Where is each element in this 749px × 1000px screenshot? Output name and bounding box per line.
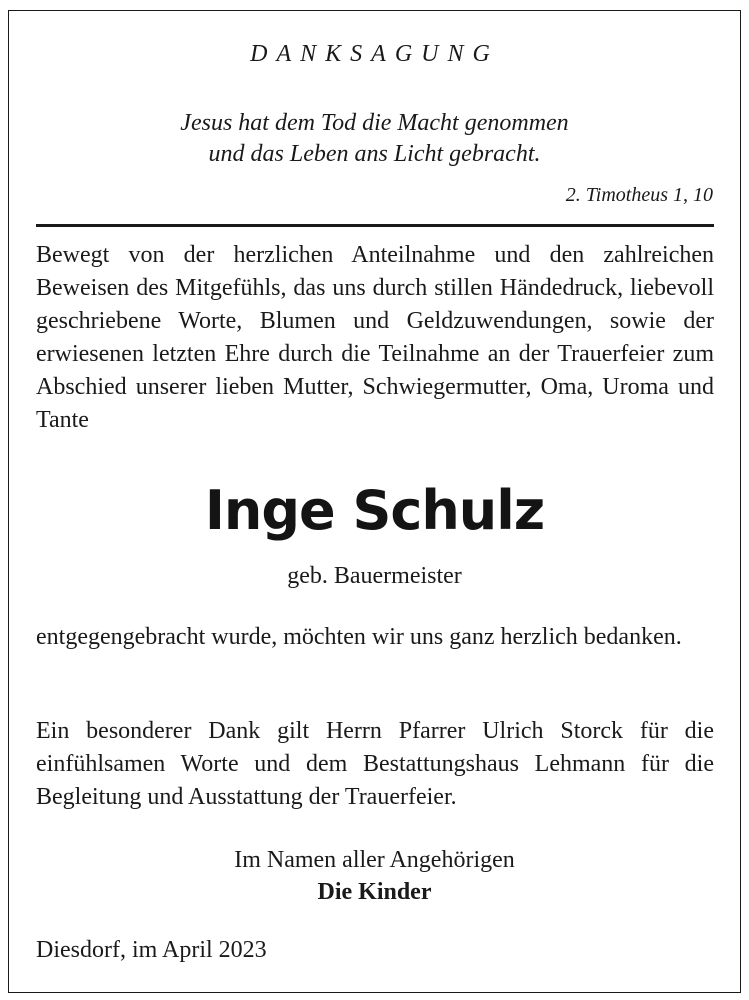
maiden-name: geb. Bauermeister xyxy=(287,563,462,589)
verse-line-1: Jesus hat dem Tod die Macht genommen xyxy=(180,110,569,136)
bible-verse xyxy=(9,108,740,170)
divider-rule xyxy=(36,224,714,227)
thanks-paragraph: entgegengebracht wurde, möchten wir uns ganz herzlich bedanken. xyxy=(36,624,682,650)
place-date: Diesdorf, im April 2023 xyxy=(36,937,267,963)
notice-heading: DANKSAGUNG xyxy=(250,41,499,67)
obituary-frame xyxy=(8,10,741,993)
special-thanks-paragraph: Ein besonderer Dank gilt Herrn Pfarrer Ulrich Storck für die einfühlsamen Worte und dem Bestattungshaus Lehmann für die Begleitung und Ausstattung der Trauerfeier. xyxy=(36,718,714,810)
intro-paragraph: Bewegt von der herzlichen Anteilnahme und den zahlreichen Beweisen des Mitgefühls, das uns durch stillen Händedruck, liebevoll geschriebene Worte, Blumen und Geldzuwendungen, sowie der erwiesenen letzten Ehre durch die Teilnahme an der Trauerfeier zum Abschied unserer lieben Mutter, Schwiegermutter, Oma, Uroma und Tante xyxy=(36,242,714,433)
deceased-name: Inge Schulz xyxy=(204,479,545,542)
verse-line-2: und das Leben ans Licht gebracht. xyxy=(208,141,541,167)
verse-reference: 2. Timotheus 1, 10 xyxy=(565,184,713,206)
signature-line: Im Namen aller Angehörigen xyxy=(234,847,515,873)
signature-name: Die Kinder xyxy=(317,879,432,905)
